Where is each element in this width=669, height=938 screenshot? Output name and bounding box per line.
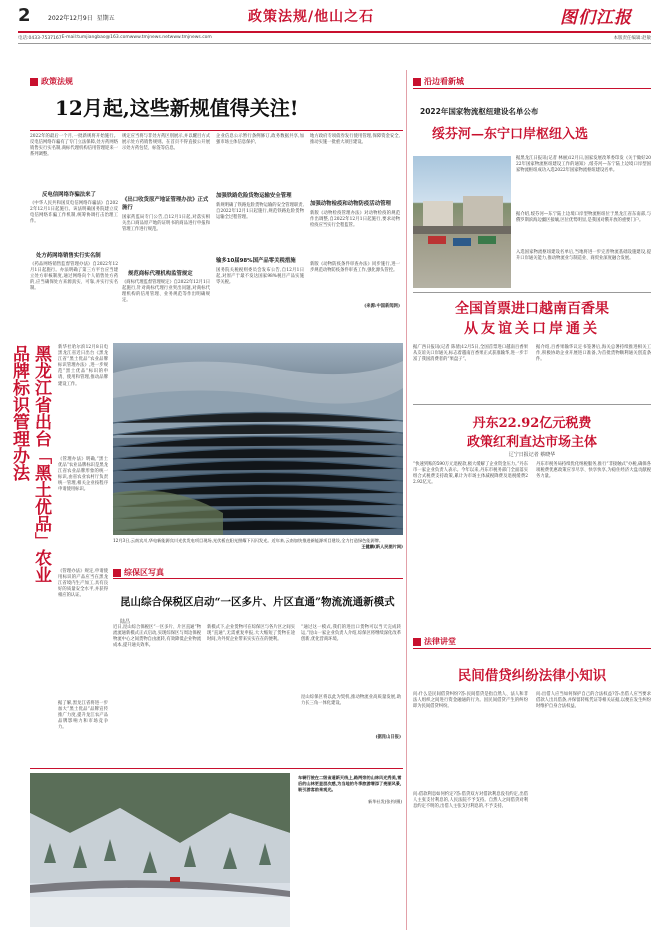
caption-credit: 王健鹏(新人民图片网) xyxy=(361,544,403,549)
policy-headline: 12月起,这些新规值得关注! xyxy=(55,96,299,120)
law-title: 民间借贷纠纷法律小知识 xyxy=(457,668,607,684)
website-link[interactable]: www.tmjnews.net xyxy=(129,35,170,40)
section-rule xyxy=(413,404,651,405)
port-illustration xyxy=(413,156,511,288)
opening-label-text: 沿边看新城 xyxy=(424,77,464,86)
contact-rule xyxy=(18,43,651,44)
policy-subhead: 加强铁路危险货物运输安全管理 xyxy=(216,193,292,199)
import-title-2: 从友谊关口岸通关 xyxy=(464,321,600,337)
policy-subhead: 《出口收货原产地证管理办法》正式施行 xyxy=(122,197,209,211)
kunming-title: 昆山综合保税区启动“一区多片、片区直通”物流流通新模式 xyxy=(120,596,395,608)
section-title: 政策法规/他山之石 xyxy=(248,9,375,25)
policy-paragraph: 新版《动物防疫条件审查办法》同步施行,进一步规范动物防疫条件审查工作,强化源头管控。 xyxy=(310,262,400,274)
kunming-col-2: 新模式下,企业货物可在综保区与各片区之间实现“直通”,无需重复申报,大大缩短了货物在途时间,为外贸企业带来实实在在的便利。 xyxy=(207,625,295,643)
law-section-label xyxy=(413,636,456,647)
policy-paragraph: 新规明确了铁路危险货物运输的安全管理职责,自2022年12月1日起施行,规范铁路危险货物运输全过程管理。 xyxy=(216,203,304,221)
law-label-text: 法律讲堂 xyxy=(424,637,456,646)
contact-bar xyxy=(18,35,651,41)
law-rule xyxy=(413,648,651,649)
tax-title-2: 政策红利直达市场主体 xyxy=(466,435,597,450)
email-link[interactable]: E-mail:tumjiangbao@163.com xyxy=(61,35,130,40)
policy-paragraph: 新版《动物检疫管理办法》对动物检疫的规范作出调整,自2022年12月1日起施行,要求动物检疫应当实行全程监管。 xyxy=(310,211,400,229)
caption-text: 车辆行驶在二级省道新天线上,路两旁的山林风光秀美,雪后的山林更显层次感,为当地的冬季旅游增添了亮丽风景,吸引游客前来观光。 xyxy=(298,775,402,792)
section-marker-icon xyxy=(413,638,421,646)
kunming-source: (据昆山日报) xyxy=(375,735,401,740)
section-marker-icon xyxy=(30,78,38,86)
opening-photo xyxy=(413,156,511,288)
date-text: 2022年12月9日 xyxy=(48,15,93,22)
policy-subhead: 规范商标代理机构监管规定 xyxy=(128,271,193,277)
snowy-forest-illustration xyxy=(30,773,290,927)
law-col-1 xyxy=(413,692,528,912)
issue-date xyxy=(48,13,115,22)
weekday-text: 星期五 xyxy=(96,15,115,22)
solar-panels-illustration xyxy=(113,343,403,535)
opening-body xyxy=(516,156,651,286)
solar-photo-caption xyxy=(113,538,403,550)
policy-col-2 xyxy=(122,134,210,316)
policy-paragraph: 国家药监局专门公告,自12月1日起,对落实相关出口商品原产地的证明书的商品进行申报和管理工作进行规范。 xyxy=(122,215,210,233)
policy-subhead: 处方药网络销售实行实名制 xyxy=(36,253,101,259)
section-marker-icon xyxy=(113,569,121,577)
opening-paragraph: 据介绍,绥芬河—东宁陆上边境口岸型物流枢纽位于黑龙江省东南部,与俄罗斯滨海边疆区接壤,区位优势明显,是我国对俄开放的重要门户。 xyxy=(516,212,651,224)
website-link-2[interactable]: www.tmjnews.com xyxy=(169,35,212,40)
kunming-section-label xyxy=(113,567,164,578)
opening-section-label xyxy=(413,76,464,87)
opening-title: 绥芬河—东宁口岸枢纽入选 xyxy=(432,127,589,142)
kunming-author: 陆昌 xyxy=(120,619,131,625)
policy-source: (来源:中国新闻网) xyxy=(364,304,400,309)
import-title-1: 全国首票进口越南百香果 xyxy=(455,301,609,317)
policy-paragraph: 规定应当将与非处方药区别展示,并以醒目方式展示处方药销售规则。在首页不得直接公开展示处方药包装、标签等信息。 xyxy=(122,134,210,152)
policy-paragraph: 《商标代理监督管理规定》自2022年12月1日起施行,针对商标代理行业突出问题,对商标代理机构的信用管理、业务规范等作出明确规定。 xyxy=(122,280,210,304)
section-rule xyxy=(413,292,651,293)
policy-section-label xyxy=(30,76,73,87)
header-rule xyxy=(18,31,651,33)
kunming-paragraph: 昆山综保区将以此为契机,推动物流业高质量发展,助力长三角一体化建设。 xyxy=(301,695,401,707)
law-paragraph: 问:出借人应当如何保护自己的合法权益?答:出借人应当要求借款人出具借条,并保留转账凭证等相关证据,以便在发生纠纷时维护自身合法权益。 xyxy=(536,692,651,710)
policy-col-4 xyxy=(310,134,400,310)
column-divider xyxy=(406,70,407,930)
policy-paragraph: 地方政府专项债券发行使用管理,保障资金安全,推动实施一批重大项目建设。 xyxy=(310,134,400,146)
tax-col-1: “快速到账的590万元退税款,极大缓解了企业资金压力。”丹东市一家企业负责人表示。今年以来,丹东市税务部门全面落实组合式税费支持政策,累计为市场主体减税降费及退税缓费22.92亿元。 xyxy=(413,462,528,486)
solar-farm-photo xyxy=(113,343,403,535)
policy-paragraph: 国务院关税税则委员会发布公告,自12月1日起,对原产于最不发达国家98%税目产品实施零关税。 xyxy=(216,268,304,286)
law-col-2 xyxy=(536,692,651,917)
import-col-1: 据广西日报讯(记者 陈倩)12月5日,全国首票进口越南百香果从友谊关口岸通关,标志着越南百香果正式获准输华,进一步丰富了我国消费者的“果盘子”。 xyxy=(413,345,528,363)
section-rule xyxy=(30,768,403,769)
caption-credit: 新华社发(张钧/摄) xyxy=(368,799,402,804)
policy-paragraph: 企业信息公示暂行条例修订,政务数据共享,加强市场主体信息保护。 xyxy=(216,134,304,146)
kunming-label-text: 综保区写真 xyxy=(124,568,164,577)
section-marker-icon xyxy=(413,78,421,86)
policy-col-3 xyxy=(216,134,304,298)
tax-title-1: 丹东22.92亿元税费 xyxy=(472,416,592,431)
opening-paragraph: 据黑龙江日报讯(记者 林丽)12月日,国家发展改革委印发《关于做好2022年国家物流枢纽建设工作的通知》,绥芬河—东宁陆上边境口岸型国家物流枢纽成功入选2022年国家物流枢纽建设名单。 xyxy=(516,156,651,174)
policy-intro: 2022年的最后一个月,一批新规将开始施行。反电信网络诈骗有了专门立法保障,处方药网络销售实行实名制,商标代理机构信用管理迎来一系列调整。 xyxy=(30,134,118,158)
policy-subhead: 输多10届98%国产品零关税措施 xyxy=(216,258,296,264)
opening-rule xyxy=(413,88,651,89)
heilongjiang-body xyxy=(58,345,108,841)
law-paragraph: 问:借款利息如何约定?答:借贷双方对借款利息没有约定,出借人主张支付利息的,人民法院不予支持。自然人之间借贷对利息约定不明的,出借人主张支付利息的,不予支持。 xyxy=(413,792,528,810)
tax-byline: 辽宁日报记者 蔡晓华 xyxy=(508,452,556,458)
opening-kicker: 2022年国家物流枢纽建设名单公布 xyxy=(420,107,539,116)
policy-label-text: 政策法规 xyxy=(41,77,73,86)
headline-rule xyxy=(30,130,403,131)
phone-text: 电话:0433-7537167 xyxy=(18,36,62,41)
heilongjiang-paragraph: 据了解,黑龙江省将进一步加大“黑土优品”品牌宣传推广力度,提升龙江农产品品牌影响力和市场竞争力。 xyxy=(58,701,108,731)
law-paragraph: 问:什么是民间借贷纠纷?答:民间借贷是指自然人、法人和非法人组织之间进行资金融通的行为。因民间借贷产生的纠纷即为民间借贷纠纷。 xyxy=(413,692,528,710)
kunming-rule xyxy=(113,578,403,579)
opening-paragraph: 入选国家物流枢纽建设名单后,当地将进一步完善物流基础设施建设,提升口岸通关能力,推动物流业与制造业、商贸业深度融合发展。 xyxy=(516,250,651,262)
heilongjiang-paragraph: 新华社哈尔滨12月8日电 黑龙江省近日出台《黑龙江省“黑土优品”农业品牌标识管理办法》,进一步规范“黑土优品”标识的申请、使用和管理,推动品牌建设工作。 xyxy=(58,345,108,387)
kunming-paragraph: “通过这一模式,我们的进出口货物可以当天完成转运,”昆山一家企业负责人介绍,综保区将继续深化改革创新,优化营商环境。 xyxy=(301,625,401,643)
tax-col-2: 丹东市税务局持续优化纳税服务,推行“非接触式”办税,确保各项税费优惠政策应享尽享、快享快享,为稳住经济大盘贡献税务力量。 xyxy=(536,462,651,480)
heilongjiang-paragraph: 《管理办法》明确,“黑土优品”农业品牌标识是黑龙江省农业品牌形象的统一标识,由省农业农村厅负责统一管理,相关企业按程序申请使用标识。 xyxy=(58,457,108,493)
policy-paragraph: 《中华人民共和国反电信网络诈骗法》自2022年12月1日起施行。该法明确国务院建立反电信网络诈骗工作机制,统筹协调打击治理工作。 xyxy=(30,201,118,225)
page-number: 2 xyxy=(18,5,31,26)
policy-subhead: 反电信网络诈骗法来了 xyxy=(42,192,96,198)
policy-col-1 xyxy=(30,134,118,318)
mountain-road-photo xyxy=(30,773,290,927)
road-photo-caption xyxy=(298,775,402,915)
heilongjiang-title: 黑龙江省出台「黑土优品」农业品牌标识管理办法 xyxy=(9,345,51,583)
editor-text: 本版责任编辑:赵敏 xyxy=(613,36,651,41)
newspaper-logo: 图们江报 xyxy=(560,8,632,28)
import-col-2: 据介绍,百香果输华议定书签署后,海关总署持续推进相关工作,积极协助企业开展进口准备,为首批货物顺利通关创造条件。 xyxy=(536,345,651,363)
policy-subhead: 加强动物检疫和动物防疫活动管理 xyxy=(310,201,391,207)
heilongjiang-paragraph: 《管理办法》规定,申请使用标识的产品应当在黑龙江省境内生产加工,具有良好的质量安全水平,并获得相应的认证。 xyxy=(58,569,108,599)
kunming-col-3 xyxy=(301,625,401,741)
policy-paragraph: 《药品网络销售监督管理办法》自2022年12月1日起施行。办法明确了第三方平台应当建立处方审核制度,通过网络向个人销售处方药的,应当确保处方来源真实、可靠,并实行实名制。 xyxy=(30,262,118,292)
caption-text: 12月3日,云南宾川,华电新能源宾川光伏发电项目现场,光伏板在阳光照耀下闪闪发光。近年来,云南加快推进新能源项目建设,全力打造绿色能源牌。 xyxy=(113,538,384,543)
kunming-col-1: 近日,昆山综合保税区“一区多片、片区直通”物流流通新模式正式启动,实现综保区与周边保税物流中心之间货物自由流转,有效降低企业物流成本,提升通关效率。 xyxy=(113,625,201,649)
